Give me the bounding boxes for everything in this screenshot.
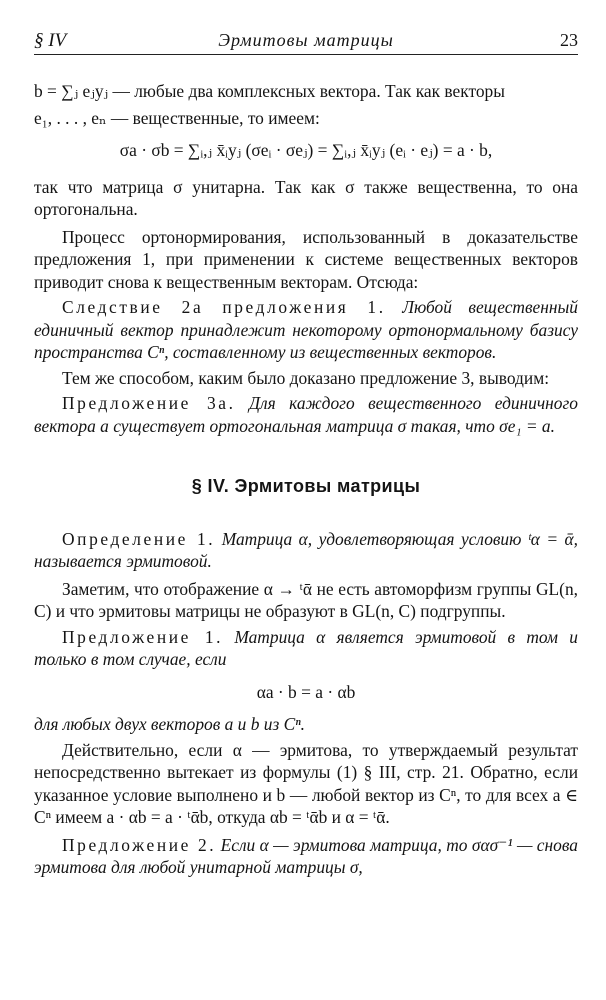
paragraph-orthogonal: так что матрица σ унитарна. Так как σ также вещественна, то она ортогональна.	[34, 176, 578, 219]
running-header	[34, 28, 578, 55]
proposition-2-text: Если α — эрмитова матрица, то σασ⁻¹ — снова эрмитова для любой унитарной матрицы σ,	[34, 834, 578, 877]
corollary-label: Следствие 2а предложения 1.	[62, 297, 386, 317]
paragraph-any-vectors: для любых двух векторов a и b из Cⁿ.	[34, 714, 306, 734]
corollary-2a	[34, 296, 578, 364]
formula-unitary: σa · σb = ∑ᵢ,ⱼ x̄ᵢyⱼ (σeᵢ · σeⱼ) = ∑ᵢ,ⱼ x̄ᵢyⱼ (eᵢ · eⱼ) = a · b,	[119, 140, 493, 160]
proposition-2-label: Предложение 2.	[62, 834, 217, 855]
header-title: Эрмитовы матрицы	[218, 30, 394, 50]
header-section-mark: § IV	[34, 30, 67, 51]
proposition-3a-label: Предложение 3а.	[62, 393, 236, 413]
formula-hermitian: αa · b = a · αb	[256, 681, 356, 702]
paragraph-proof: Действительно, если α — эрмитова, то утверждаемый результат непосредственно вытекает из формулы (1) § III, стр. 21. Обратно, если указанное условие выполнено и b — любой вектор из Cⁿ, то для всех a ∈ Cⁿ имеем a · αb = a · ᵗᾱb, откуда αb = ᵗᾱb и α = ᵗᾱ.	[34, 739, 578, 827]
paragraph-remark: Заметим, что отображение α → ᵗᾱ не есть автоморфизм группы GL(n, C) и что эрмитовы матрицы не образуют в GL(n, C) подгруппы.	[34, 578, 578, 621]
paragraph-basis-real: e₁, . . . , eₙ — вещественные, то имеем:	[34, 107, 320, 128]
paragraph-vector-intro: b = ∑ⱼ eⱼyⱼ — любые два комплексных вектора. Так как векторы	[34, 81, 505, 101]
corollary-text: Любой вещественный единичный вектор принадлежит некоторому ортонормальному базису пространства Cⁿ, составленному из вещественных векторов.	[34, 297, 578, 362]
paragraph-same-way: Тем же способом, каким было доказано предложение 3, выводим:	[62, 367, 550, 388]
proposition-3a-text: Для каждого вещественного единичного вектора a существует ортогональная матрица σ такая, что σe₁ = a.	[34, 393, 578, 436]
proposition-1-label: Предложение 1.	[62, 626, 224, 647]
paragraph-orthonormalization: Процесс ортонормирования, использованный в доказательстве предложения 1, при применении к системе вещественных векторов приводит снова к вещественным векторам. Отсюда:	[34, 226, 578, 292]
page-number: 23	[560, 30, 578, 50]
proposition-1-text: Матрица α является эрмитовой в том и только в том случае, если	[34, 626, 578, 669]
definition-label: Определение 1.	[62, 528, 216, 549]
proposition-2	[34, 834, 578, 879]
definition-text: Матрица α, удовлетворяющая условию ᵗα = ᾱ, называется эрмитовой.	[34, 528, 578, 571]
proposition-3a	[34, 392, 578, 437]
definition-1	[34, 528, 578, 573]
page-body	[34, 80, 578, 879]
section-heading: § IV. Эрмитовы матрицы	[191, 476, 421, 496]
proposition-1	[34, 626, 578, 671]
